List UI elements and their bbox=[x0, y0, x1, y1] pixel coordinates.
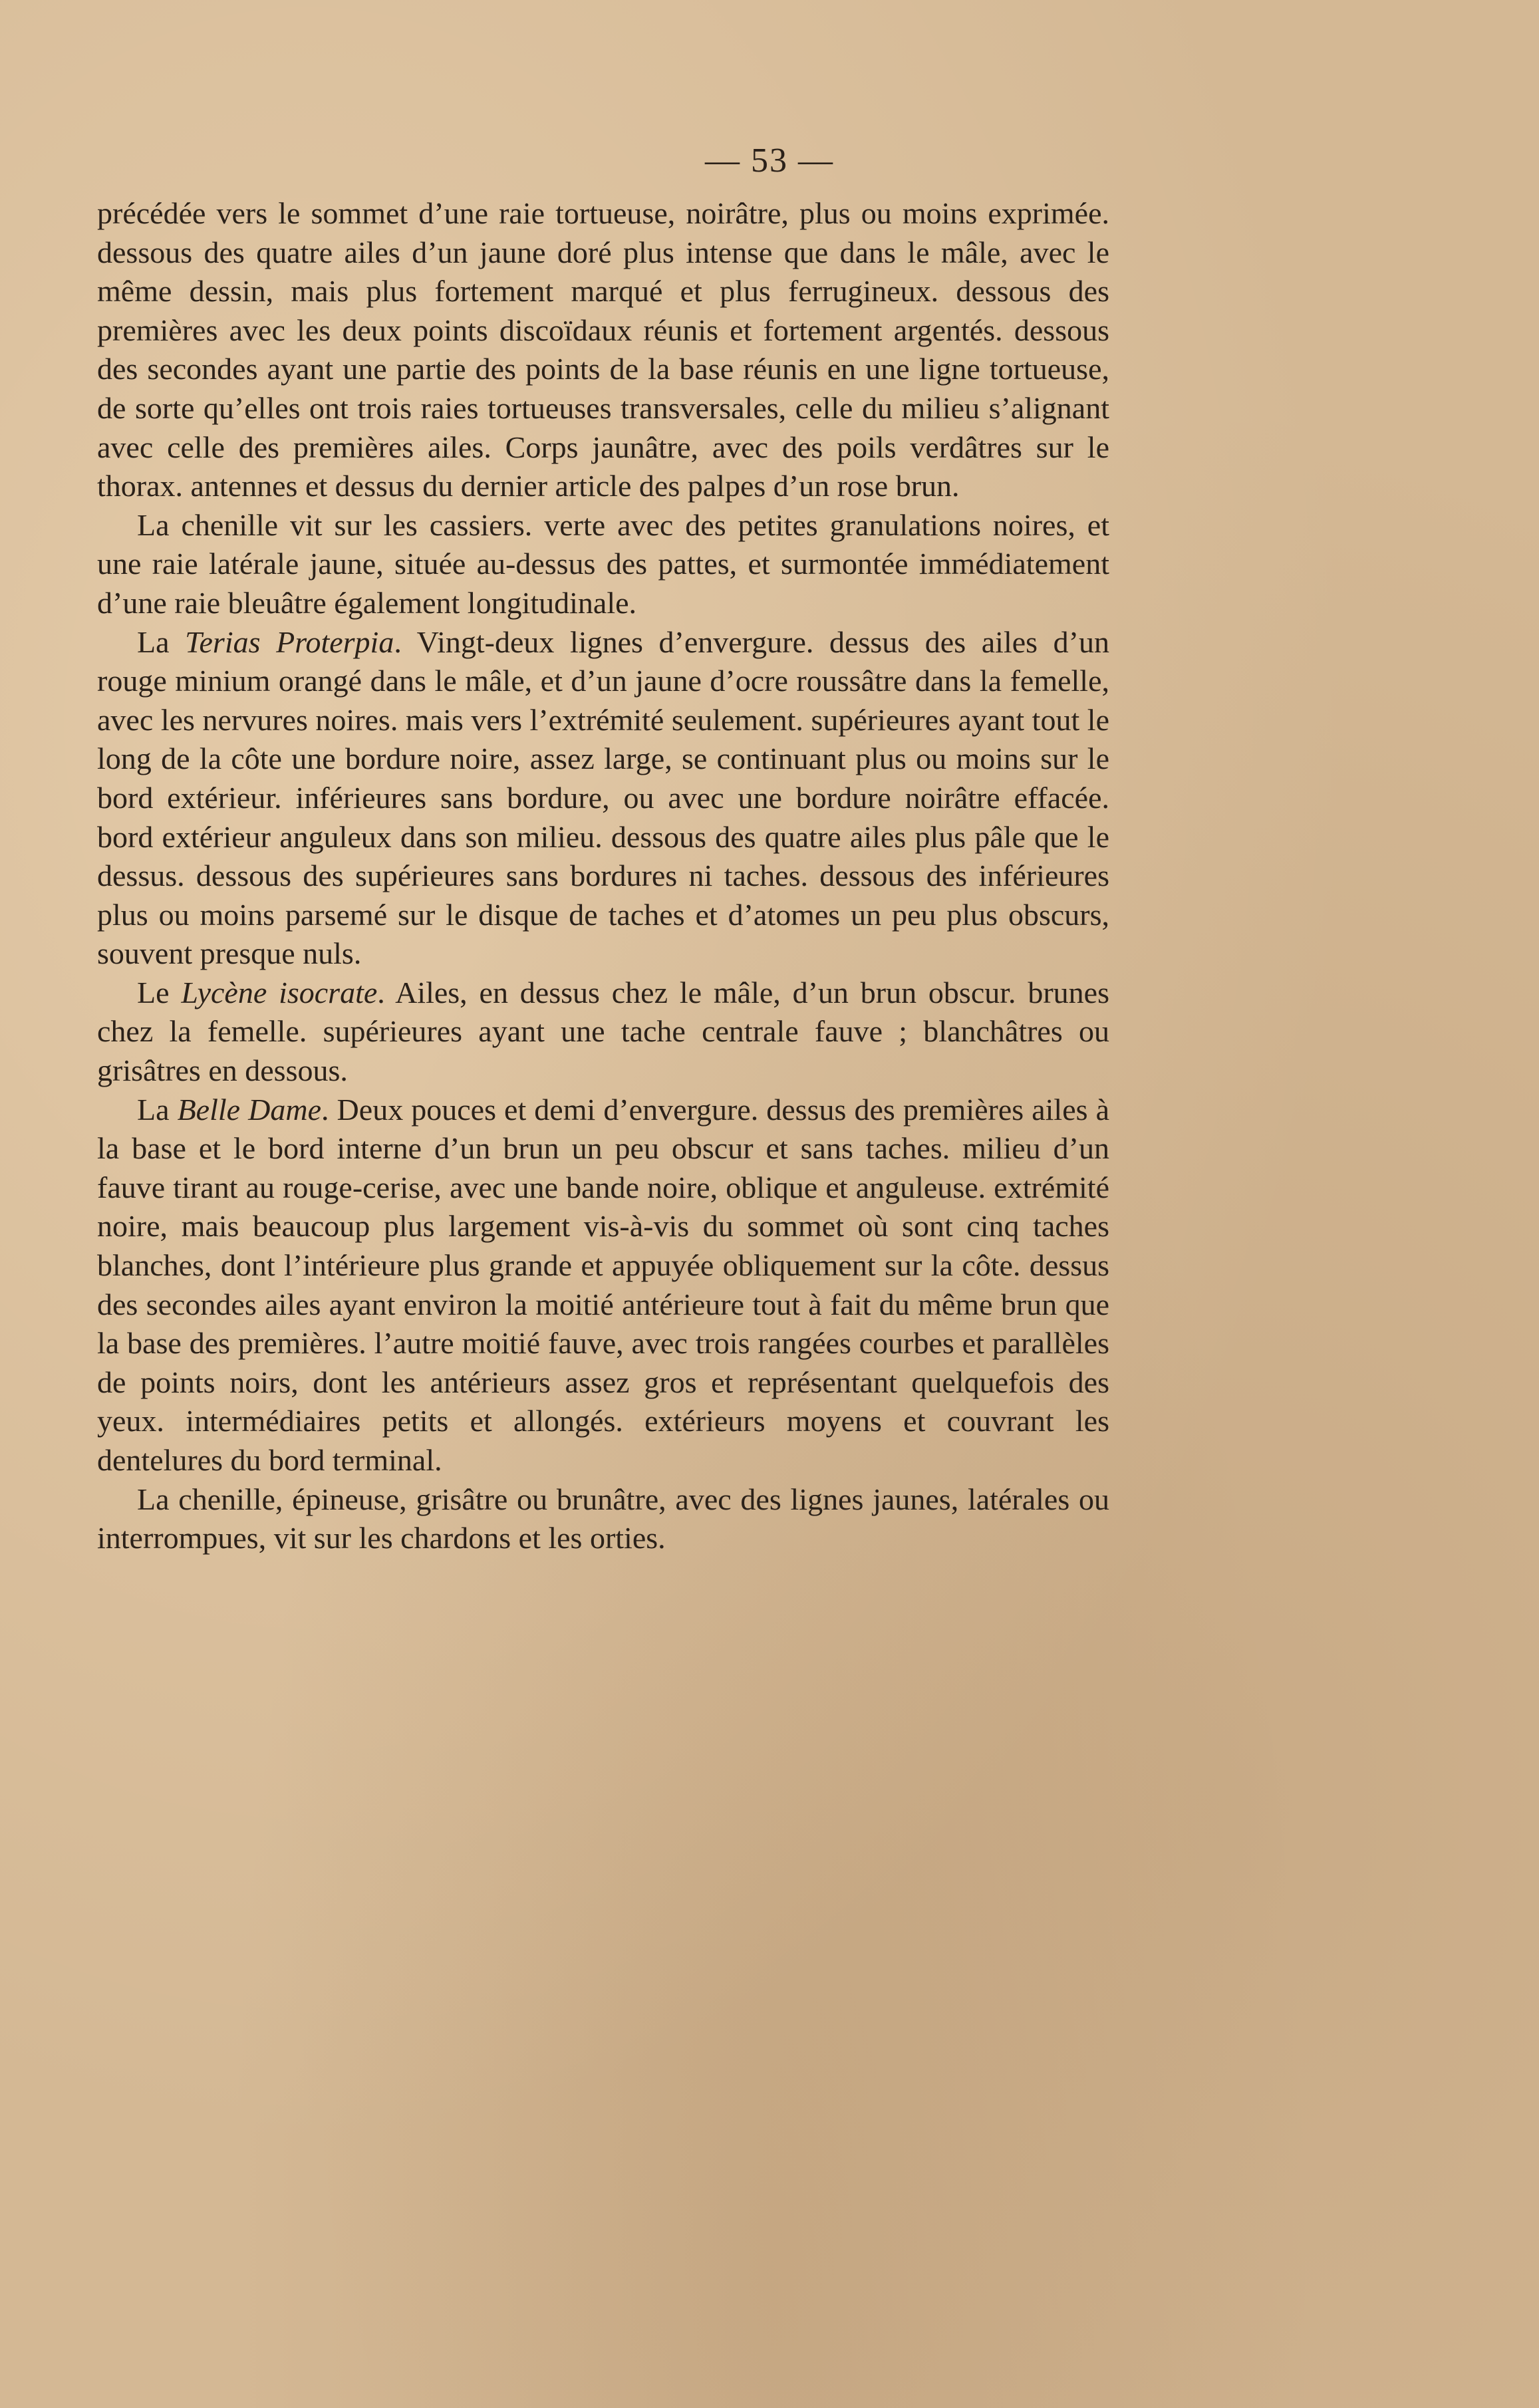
paragraph-chenille-cassiers bbox=[97, 506, 1109, 623]
species-name: Lycène isocrate bbox=[181, 975, 378, 1009]
paragraph-text: . Ailes, en dessus chez le mâle, d’un brun obscur. brunes chez la femelle. supérieures ayant une tache centrale fauve ; blanchâtres ou grisâtres en dessous. bbox=[97, 975, 1109, 1088]
paragraph-chenille-chardons bbox=[97, 1480, 1109, 1558]
paragraph-lead: La bbox=[137, 624, 186, 659]
paragraph-text: . Vingt-deux lignes d’envergure. dessus des ailes d’un rouge minium orangé dans le mâle, et d’un jaune d’ocre roussâtre dans la femelle, avec les nervures noires. mais vers l’extrémité seulement. supérieures ayant tout le long de la côte une bordure noire, assez large, se continuant plus ou moins sur le bord extérieur. inférieures sans bordure, ou avec une bordure noirâtre effacée. bord extérieur anguleux dans son milieu. dessous des quatre ailes plus pâle que le dessus. dessous des supérieures sans bordures ni taches. dessous des inférieures plus ou moins parsemé sur le disque de taches et d’atomes un peu plus obscurs, souvent presque nuls. bbox=[97, 624, 1109, 971]
paragraph-text: La chenille, épineuse, grisâtre ou brunâtre, avec des lignes jaunes, latérales ou interrompues, vit sur les chardons et les orties. bbox=[97, 1482, 1109, 1555]
paragraph-terias-proterpia bbox=[97, 623, 1109, 974]
paragraph-text: précédée vers le sommet d’une raie tortueuse, noirâtre, plus ou moins exprimée. dessous des quatre ailes d’un jaune doré plus intense que dans le mâle, avec le même dessin, mais plus fortement marqué et plus ferrugineux. dessous des premières avec les deux points discoïdaux réunis et fortement argentés. dessous des secondes ayant une partie des points de la base réunis en une ligne tortueuse, de sorte qu’elles ont trois raies tortueuses transversales, celle du milieu s’alignant avec celle des premières ailes. Corps jaunâtre, avec des poils verdâtres sur le thorax. antennes et dessus du dernier article des palpes d’un rose brun. bbox=[97, 196, 1109, 503]
paragraph-belle-dame bbox=[97, 1091, 1109, 1480]
paragraph-lead: La bbox=[137, 1092, 178, 1127]
species-name: Terias Proterpia bbox=[185, 624, 394, 659]
paragraph-continuation bbox=[97, 194, 1109, 506]
paragraph-lycene-isocrate bbox=[97, 974, 1109, 1091]
page-number: — 53 — bbox=[705, 142, 834, 180]
paragraph-lead: Le bbox=[137, 975, 182, 1009]
page-body bbox=[97, 194, 1109, 1558]
paragraph-text: La chenille vit sur les cassiers. verte avec des petites granulations noires, et une raie latérale jaune, située au-dessus des pattes, et surmontée immédiatement d’une raie bleuâtre également longitudinale. bbox=[97, 507, 1109, 620]
paragraph-text: . Deux pouces et demi d’envergure. dessus des premières ailes à la base et le bord interne d’un brun un peu obscur et sans taches. milieu d’un fauve tirant au rouge-cerise, avec une bande noire, oblique et anguleuse. extrémité noire, mais beaucoup plus largement vis-à-vis du sommet où sont cinq taches blanches, dont l’intérieure plus grande et appuyée obliquement sur la côte. dessus des secondes ailes ayant environ la moitié antérieure tout à fait du même brun que la base des premières. l’autre moitié fauve, avec trois rangées courbes et parallèles de points noirs, dont les antérieurs assez gros et représentant quelquefois des yeux. intermédiaires petits et allongés. extérieurs moyens et couvrant les dentelures du bord terminal. bbox=[97, 1092, 1109, 1477]
species-name: Belle Dame bbox=[177, 1092, 321, 1127]
